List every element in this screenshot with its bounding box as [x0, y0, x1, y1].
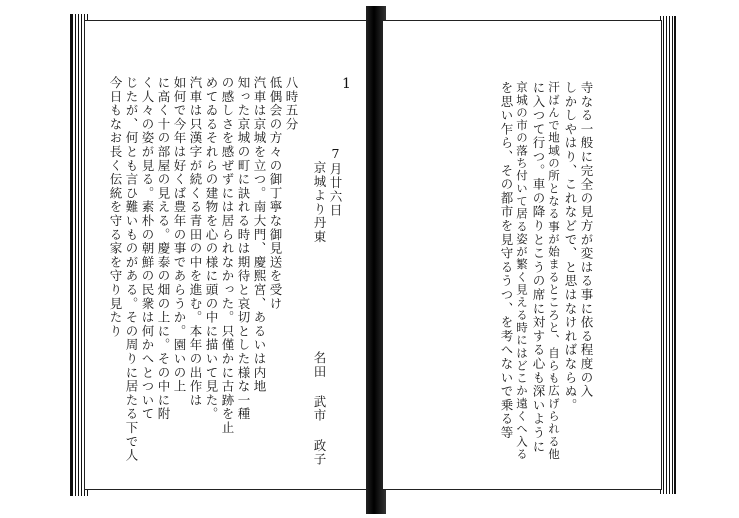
left-column-1: 7月廿六日 [328, 146, 343, 218]
page-number: 1 [342, 76, 351, 92]
left-column-2: 京城より丹東 [312, 161, 327, 244]
right-column-5: 京城の市の落ち付いて居る姿が繁く見える時にはどこか遠くへ入る [515, 81, 529, 461]
left-column-13: く人々の姿が見る。素朴の朝鮮の民衆は何かへとついて [140, 76, 155, 421]
right-column-6: を思い乍ら、その都市を見守るうつ、を考へないで乗る等 [499, 81, 514, 440]
right-column-1: 寺なる一般に完全の見方が変はる事に依る程度の入 [579, 81, 594, 399]
left-column-7: 知った京城の町に訣れる時は期待と哀切とした様な一種 [236, 76, 251, 421]
left-column-14: じたが、何とも言ひ難いものがある。その周りに居たる下で人 [124, 76, 139, 463]
left-column-10: 汽車は只漢字が続くる青田の中を進む。本年の出作は [188, 76, 203, 408]
left-column-5: 低偶会の方々の御丁寧な御見送を受け [268, 76, 283, 311]
left-column-15: 今日もなお長く伝統を守る家を守り見たり [108, 76, 123, 339]
left-column-12: に高く十の部屋の見える。慶泰の畑の上に。その中に附 [156, 76, 171, 421]
right-column-3: 汗ばんで地域の所となる事が始まるところと、自らも広げられる他 [547, 81, 561, 461]
left-column-9: めてゐるそれらの建物を心の様に頭の中に描いて見た。 [204, 76, 219, 421]
left-column-4: 八時五分 [284, 76, 299, 132]
right-column-4: に入つて行つ。車の降りとこうの席に対する心も深いように [531, 81, 546, 454]
open-book [70, 6, 676, 514]
left-column-8: の感しさを感ぜずには居られなかった。只僅かに古跡を止 [220, 76, 235, 435]
right-page [382, 20, 662, 490]
left-column-3: 名田 武市 政子 [312, 351, 327, 467]
right-column-2: しかしやはり、これなどで、と思はなければならぬ。 [563, 81, 578, 413]
left-page [84, 20, 372, 490]
left-column-6: 汽車は京城を立つ。南大門、慶熙宮、あるいは内地 [252, 76, 267, 394]
left-column-11: 如何で今年は好くば豊年の事であらうか。園いの上 [172, 76, 187, 394]
